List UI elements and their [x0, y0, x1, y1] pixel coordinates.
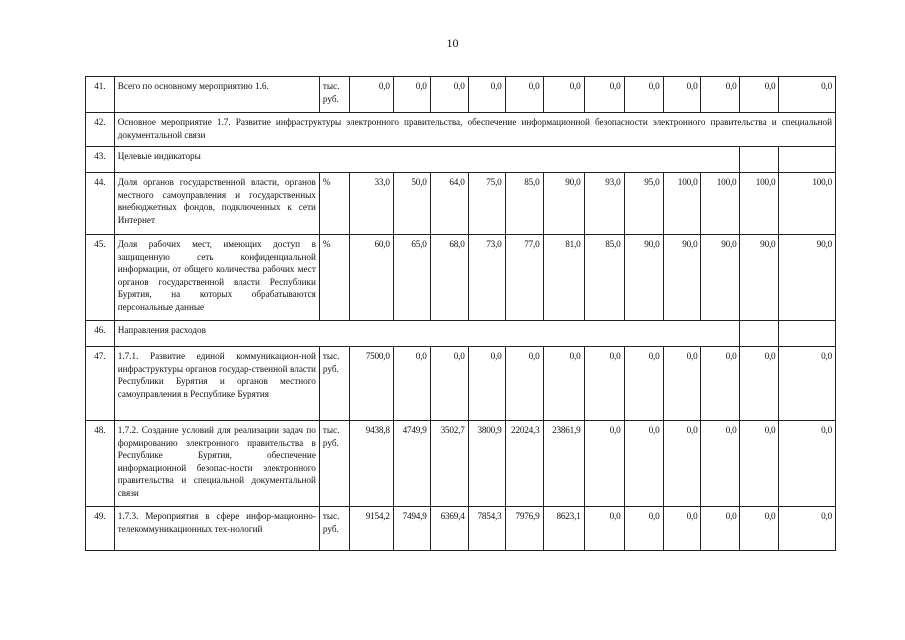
value-cell: 100,0	[701, 173, 740, 235]
value-cell: 0,0	[740, 77, 779, 113]
value-cell: 100,0	[779, 173, 836, 235]
row-unit: тыс. руб.	[319, 507, 349, 551]
value-cell: 0,0	[663, 347, 701, 421]
value-cell: 6369,4	[430, 507, 468, 551]
value-cell: 0,0	[505, 77, 543, 113]
value-cell: 0,0	[663, 77, 701, 113]
value-cell: 0,0	[701, 77, 740, 113]
value-cell: 0,0	[430, 77, 468, 113]
value-cell: 0,0	[740, 347, 779, 421]
row-unit: тыс. руб.	[319, 77, 349, 113]
value-cell: 90,0	[543, 173, 584, 235]
value-cell: 0,0	[468, 347, 505, 421]
value-cell: 0,0	[779, 77, 836, 113]
value-cell: 0,0	[663, 421, 701, 507]
page-number: 10	[446, 36, 459, 50]
value-cell: 0,0	[624, 507, 663, 551]
row-name: 1.7.3. Мероприятия в сфере инфор-мационно-телекоммуникационных тех-нологий	[114, 507, 319, 551]
budget-table	[85, 76, 836, 551]
section-heading: Основное мероприятие 1.7. Развитие инфраструктуры электронного правительства, обеспечение информационной безопасности электронного правительства и специальной документальной связи	[114, 113, 835, 147]
value-cell: 0,0	[393, 77, 430, 113]
value-cell: 64,0	[430, 173, 468, 235]
value-cell: 90,0	[701, 235, 740, 321]
value-cell: 95,0	[624, 173, 663, 235]
row-unit: тыс. руб.	[319, 421, 349, 507]
value-cell: 7854,3	[468, 507, 505, 551]
value-cell: 0,0	[624, 421, 663, 507]
row-name: 1.7.2. Создание условий для реализации задач по формированию электронного правительства в Республике Бурятия, обеспечение информационной безопас-ности электронного правительства и специальной документальной связи	[114, 421, 319, 507]
row-number: 42.	[86, 113, 115, 147]
row-name: Всего по основному мероприятию 1.6.	[114, 77, 319, 113]
value-cell: 9154,2	[349, 507, 393, 551]
row-number: 49.	[86, 507, 115, 551]
value-cell: 0,0	[543, 347, 584, 421]
row-number: 41.	[86, 77, 115, 113]
value-cell: 0,0	[584, 421, 624, 507]
value-cell: 3502,7	[430, 421, 468, 507]
value-cell: 0,0	[663, 507, 701, 551]
row-number: 48.	[86, 421, 115, 507]
value-cell: 90,0	[663, 235, 701, 321]
section-heading: Направления расходов	[114, 321, 740, 347]
value-cell: 3800,9	[468, 421, 505, 507]
value-cell: 60,0	[349, 235, 393, 321]
value-cell: 0,0	[505, 347, 543, 421]
value-cell: 9438,8	[349, 421, 393, 507]
row-name: Доля рабочих мест, имеющих доступ в защищенную сеть конфиденциальной информации, от общего количества рабочих мест органов государственной власти Республики Бурятия, на которых обрабатываются персональные данные	[114, 235, 319, 321]
value-cell: 68,0	[430, 235, 468, 321]
value-cell: 90,0	[624, 235, 663, 321]
value-cell: 0,0	[543, 77, 584, 113]
row-number: 44.	[86, 173, 115, 235]
value-cell: 50,0	[393, 173, 430, 235]
value-cell: 0,0	[430, 347, 468, 421]
row-unit: %	[319, 173, 349, 235]
value-cell: 0,0	[740, 507, 779, 551]
empty-cell	[779, 147, 836, 173]
value-cell: 0,0	[779, 347, 836, 421]
table-row	[86, 507, 836, 551]
value-cell: 100,0	[663, 173, 701, 235]
empty-cell	[740, 321, 779, 347]
row-unit: тыс. руб.	[319, 347, 349, 421]
empty-cell	[740, 147, 779, 173]
table-row	[86, 421, 836, 507]
value-cell: 75,0	[468, 173, 505, 235]
value-cell: 7976,9	[505, 507, 543, 551]
empty-cell	[779, 321, 836, 347]
value-cell: 8623,1	[543, 507, 584, 551]
table-row	[86, 321, 836, 347]
value-cell: 85,0	[505, 173, 543, 235]
value-cell: 7494,9	[393, 507, 430, 551]
table-row	[86, 147, 836, 173]
value-cell: 22024,3	[505, 421, 543, 507]
value-cell: 100,0	[740, 173, 779, 235]
value-cell: 0,0	[584, 507, 624, 551]
value-cell: 81,0	[543, 235, 584, 321]
value-cell: 7500,0	[349, 347, 393, 421]
row-number: 43.	[86, 147, 115, 173]
table-row	[86, 173, 836, 235]
value-cell: 0,0	[584, 347, 624, 421]
table-row	[86, 235, 836, 321]
value-cell: 90,0	[740, 235, 779, 321]
row-number: 45.	[86, 235, 115, 321]
table-row	[86, 347, 836, 421]
value-cell: 0,0	[393, 347, 430, 421]
row-name: 1.7.1. Развитие единой коммуникацион-ной инфраструктуры органов государ-ственной власти Республики Бурятия и органов местного самоуправления в Республике Бурятия	[114, 347, 319, 421]
value-cell: 90,0	[779, 235, 836, 321]
row-number: 46.	[86, 321, 115, 347]
value-cell: 33,0	[349, 173, 393, 235]
value-cell: 23861,9	[543, 421, 584, 507]
value-cell: 73,0	[468, 235, 505, 321]
value-cell: 0,0	[701, 421, 740, 507]
value-cell: 0,0	[740, 421, 779, 507]
value-cell: 4749,9	[393, 421, 430, 507]
row-unit: %	[319, 235, 349, 321]
row-number: 47.	[86, 347, 115, 421]
value-cell: 77,0	[505, 235, 543, 321]
table-row	[86, 113, 836, 147]
value-cell: 0,0	[624, 77, 663, 113]
value-cell: 65,0	[393, 235, 430, 321]
value-cell: 0,0	[779, 421, 836, 507]
value-cell: 0,0	[701, 507, 740, 551]
table-row	[86, 77, 836, 113]
value-cell: 0,0	[701, 347, 740, 421]
value-cell: 0,0	[624, 347, 663, 421]
value-cell: 93,0	[584, 173, 624, 235]
value-cell: 0,0	[779, 507, 836, 551]
value-cell: 85,0	[584, 235, 624, 321]
value-cell: 0,0	[349, 77, 393, 113]
value-cell: 0,0	[468, 77, 505, 113]
section-heading: Целевые индикаторы	[114, 147, 740, 173]
value-cell: 0,0	[584, 77, 624, 113]
row-name: Доля органов государственной власти, органов местного самоуправления и государственных внебюджетных фондов, подключенных к сети Интернет	[114, 173, 319, 235]
